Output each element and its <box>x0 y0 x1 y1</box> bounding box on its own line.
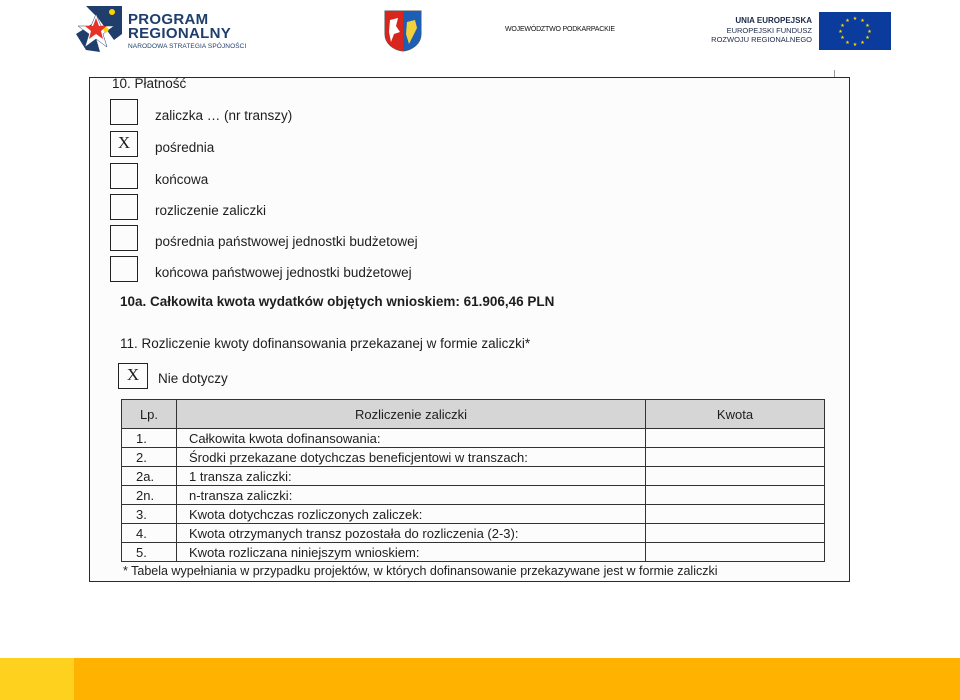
footer-bar-accent <box>0 658 74 700</box>
row-lp: 2a. <box>122 467 177 486</box>
footer-bar <box>74 658 960 700</box>
row-desc: n-transza zaliczki: <box>177 486 646 505</box>
option-label-koncowa: końcowa <box>155 172 209 187</box>
row-desc: Kwota rozliczana niniejszym wnioskiem: <box>177 543 646 562</box>
row-kwota <box>646 543 825 562</box>
svg-text:★: ★ <box>852 42 858 48</box>
row-desc: Całkowita kwota dofinansowania: <box>177 429 646 448</box>
row-kwota <box>646 524 825 543</box>
page-header <box>0 0 960 62</box>
option-label-zaliczka: zaliczka … (nr transzy) <box>155 108 293 123</box>
section-11-title: 11. Rozliczenie kwoty dofinansowania przekazanej w formie zaliczki* <box>120 336 531 351</box>
svg-text:★: ★ <box>865 35 870 41</box>
row-desc: Kwota dotychczas rozliczonych zaliczek: <box>177 505 646 524</box>
table-row <box>122 467 825 486</box>
program-regionalny-wordmark <box>128 13 246 50</box>
section-10a-total: 10a. Całkowita kwota wydatków objętych wnioskiem: 61.906,46 PLN <box>120 294 555 309</box>
svg-text:★: ★ <box>845 40 850 46</box>
checkbox-posrednia-pjb <box>110 225 138 251</box>
row-lp: 1. <box>122 429 177 448</box>
checkbox-koncowa <box>110 163 138 189</box>
svg-text:★: ★ <box>840 23 845 29</box>
table-row <box>122 448 825 467</box>
eu-line-1: UNIA EUROPEJSKA <box>735 16 812 25</box>
checkbox-rozliczenie-zaliczki <box>110 194 138 220</box>
row-lp: 2. <box>122 448 177 467</box>
checkbox-posrednia: X <box>110 131 138 157</box>
logo-line-3: NARODOWA STRATEGIA SPÓJNOŚCI <box>128 43 247 50</box>
row-lp: 2n. <box>122 486 177 505</box>
option-label-rozliczenie-zaliczki: rozliczenie zaliczki <box>155 203 267 218</box>
scanned-form-image <box>89 77 850 582</box>
header-lp: Lp. <box>122 400 177 429</box>
program-regionalny-star-icon <box>76 4 124 54</box>
section-10-title: 10. Płatność <box>112 77 187 91</box>
eu-line-2: EUROPEJSKI FUNDUSZ <box>726 26 812 35</box>
table-row <box>122 543 825 562</box>
logo-line-2: REGIONALNY <box>128 25 232 42</box>
row-desc: 1 transza zaliczki: <box>177 467 646 486</box>
table-row <box>122 429 825 448</box>
row-lp: 4. <box>122 524 177 543</box>
nie-dotyczy-label: Nie dotyczy <box>158 371 228 386</box>
checkbox-zaliczka <box>110 99 138 125</box>
header-kwota: Kwota <box>646 400 825 429</box>
table-footnote: * Tabela wypełniania w przypadku projektów, w których dofinansowanie przekazywane jest w formie zaliczki <box>123 564 718 578</box>
zaliczka-settlement-table <box>121 399 825 562</box>
header-rozliczenie: Rozliczenie zaliczki <box>177 400 646 429</box>
table-header-row <box>122 400 825 429</box>
row-desc: Kwota otrzymanych transz pozostała do rozliczenia (2-3): <box>177 524 646 543</box>
logo-line-1: PROGRAM <box>128 11 209 28</box>
row-kwota <box>646 486 825 505</box>
eu-line-3: ROZWOJU REGIONALNEGO <box>711 35 812 44</box>
svg-text:★: ★ <box>852 16 858 22</box>
svg-text:★: ★ <box>838 29 843 35</box>
podkarpackie-coat-of-arms-icon <box>384 10 422 52</box>
svg-text:★: ★ <box>865 23 870 29</box>
row-lp: 3. <box>122 505 177 524</box>
row-kwota <box>646 505 825 524</box>
row-lp: 5. <box>122 543 177 562</box>
checkbox-nie-dotyczy: X <box>118 363 148 389</box>
option-label-posrednia: pośrednia <box>155 140 215 155</box>
table-row <box>122 486 825 505</box>
eu-label <box>686 16 812 44</box>
row-kwota <box>646 429 825 448</box>
program-regionalny-logo <box>76 4 276 56</box>
eu-flag-icon <box>819 12 891 50</box>
checkbox-koncowa-pjb <box>110 256 138 282</box>
svg-text:★: ★ <box>860 40 865 46</box>
svg-text:★: ★ <box>867 29 872 35</box>
svg-text:★: ★ <box>845 18 850 24</box>
option-label-koncowa-pjb: końcowa państwowej jednostki budżetowej <box>155 265 412 280</box>
option-label-posrednia-pjb: pośrednia państwowej jednostki budżetowej <box>155 234 418 249</box>
svg-text:★: ★ <box>840 35 845 41</box>
table-row <box>122 505 825 524</box>
row-kwota <box>646 467 825 486</box>
voivodeship-label: WOJEWÓDZTWO PODKARPACKIE <box>505 26 615 33</box>
table-row <box>122 524 825 543</box>
svg-text:★: ★ <box>860 18 865 24</box>
row-desc: Środki przekazane dotychczas beneficjentowi w transzach: <box>177 448 646 467</box>
row-kwota <box>646 448 825 467</box>
